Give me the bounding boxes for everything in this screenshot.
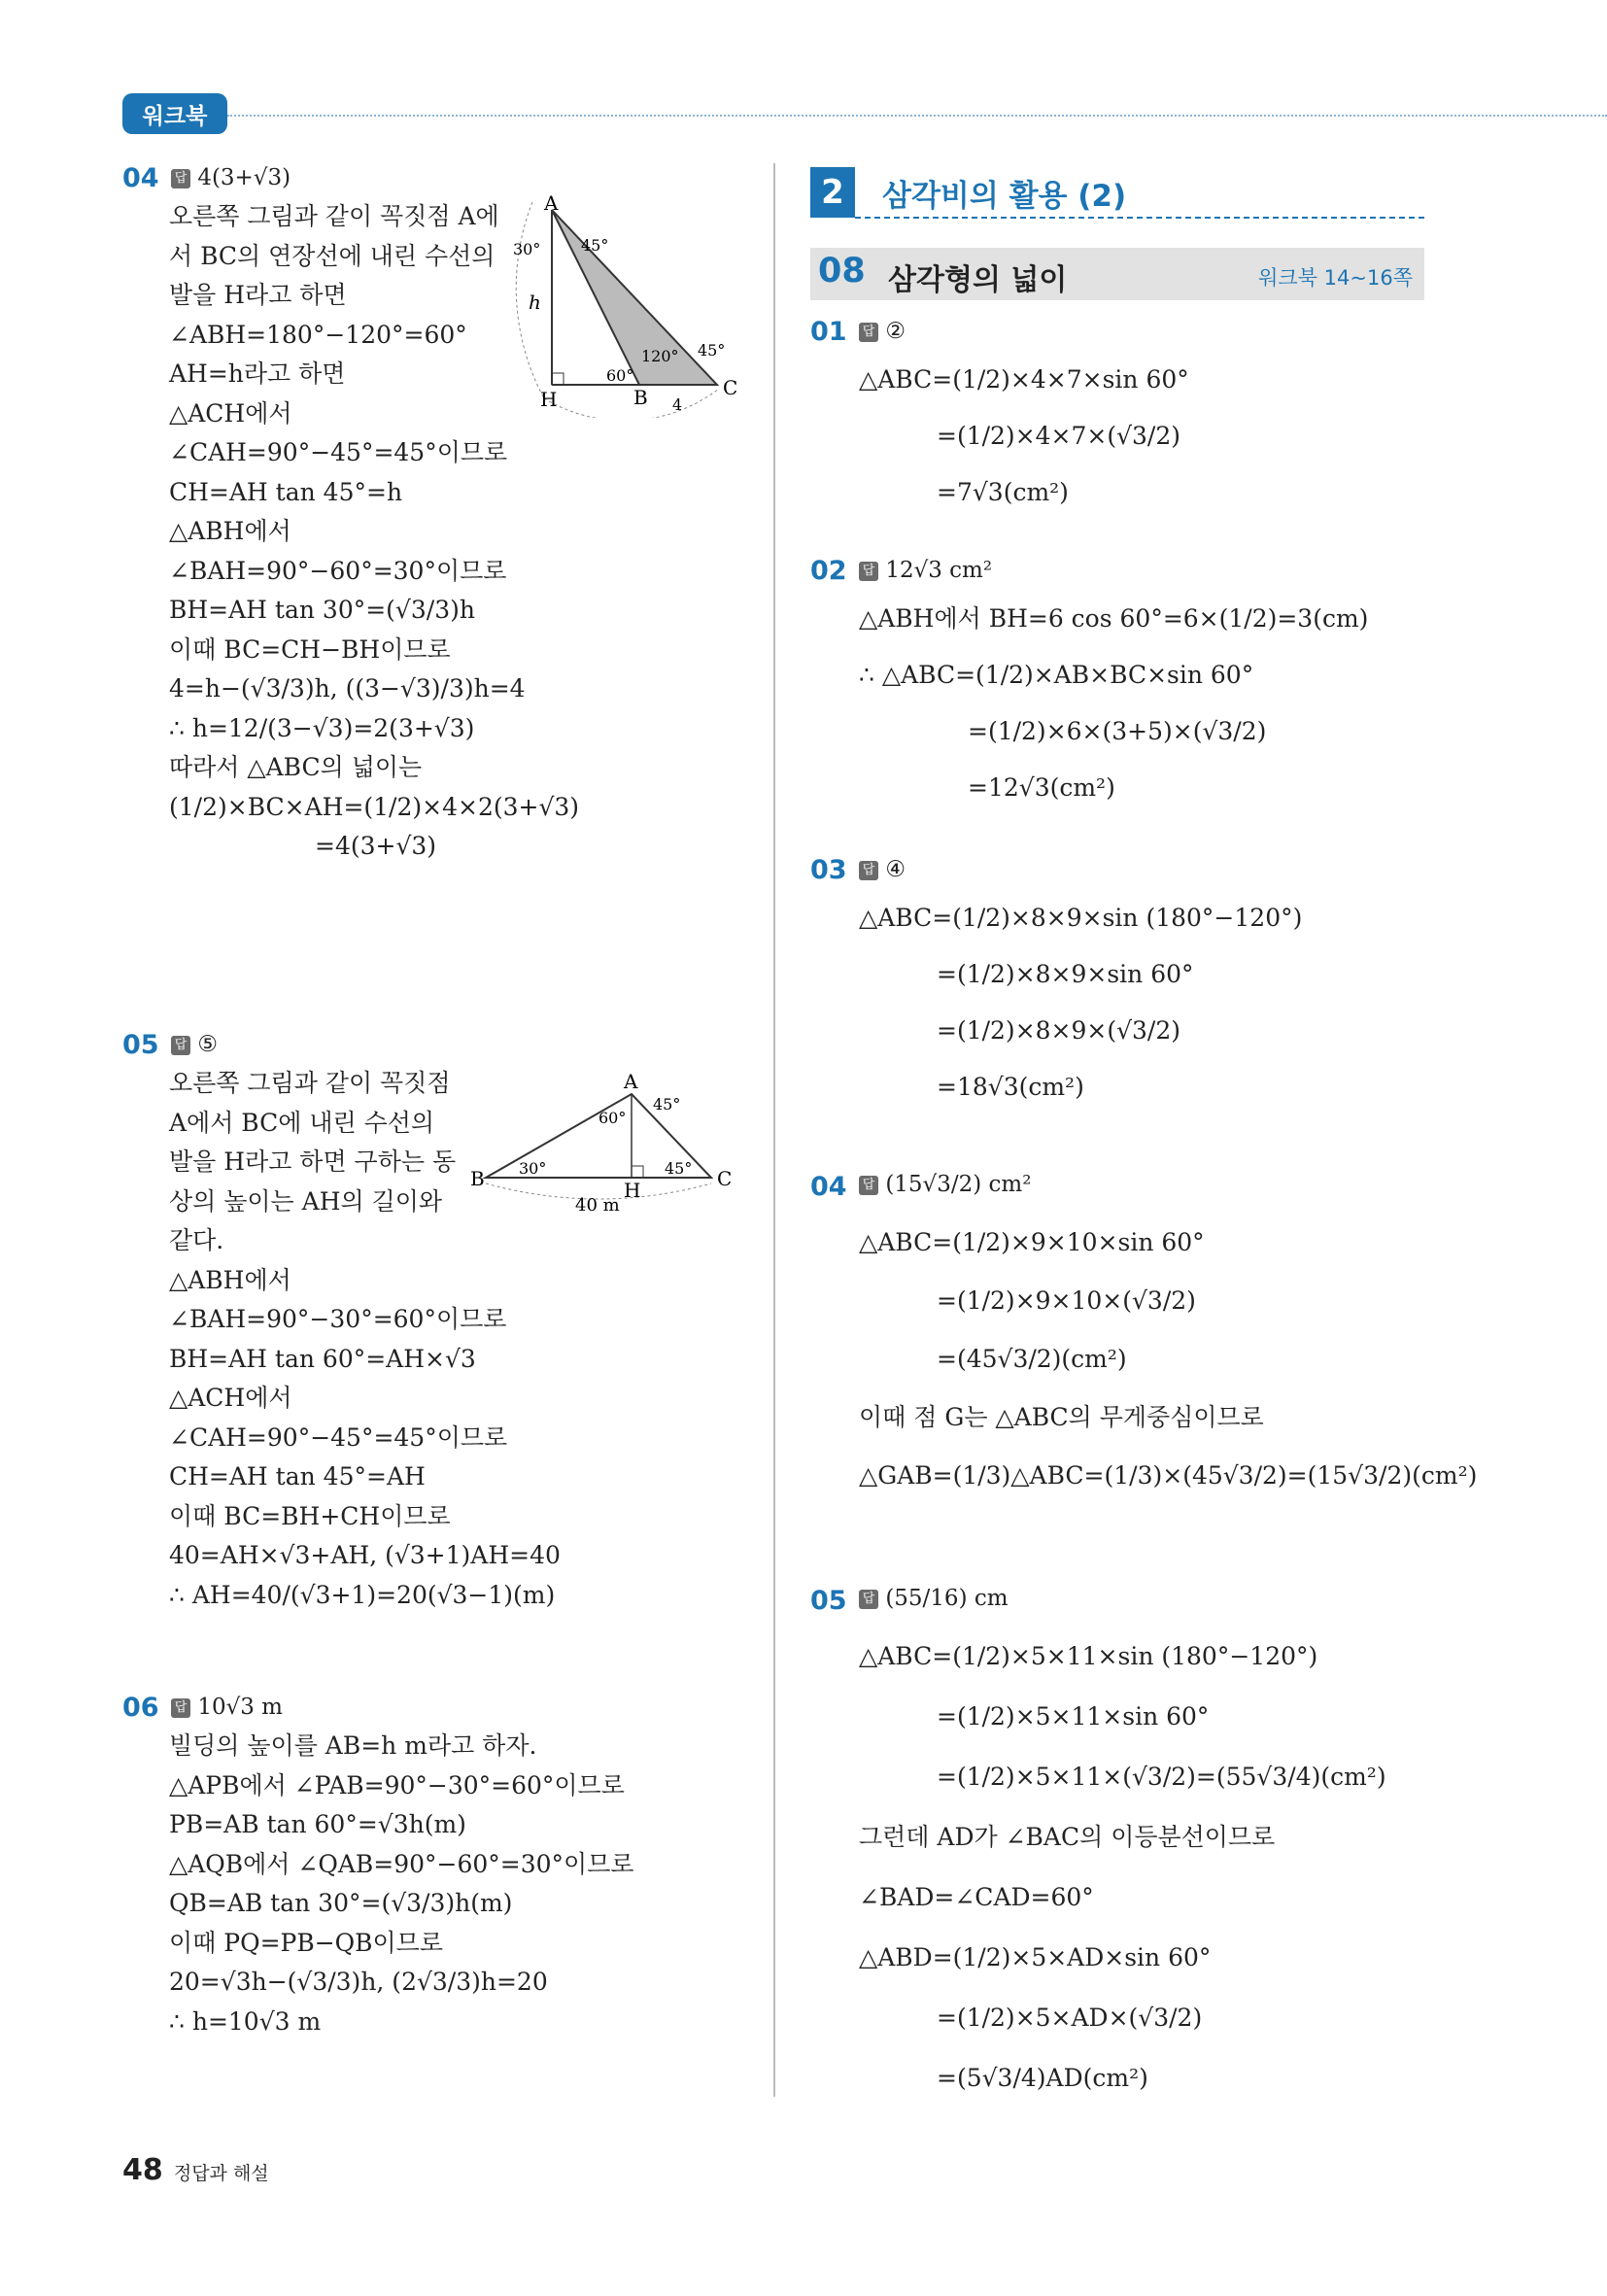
page-footer-title: 정답과 해설 bbox=[173, 2163, 269, 2184]
answer-badge: 답 bbox=[171, 169, 190, 188]
solution-line: △ABC=(1/2)×4×7×sin 60° bbox=[859, 365, 1189, 394]
problem-number: 02 bbox=[810, 556, 847, 586]
solution-line: 이때 PQ=PB−QB이므로 bbox=[169, 1928, 443, 1957]
solution-line: =4(3+√3) bbox=[315, 832, 437, 860]
length-40m: 40 m bbox=[575, 1195, 620, 1215]
solution-line: =(1/2)×6×(3+5)×(√3/2) bbox=[968, 717, 1267, 745]
label-c: C bbox=[723, 376, 738, 399]
triangle-figure-1 bbox=[505, 194, 738, 418]
page-footer bbox=[122, 2153, 269, 2187]
solution-line: 따라서 △ABC의 넓이는 bbox=[169, 753, 423, 781]
problem-number: 05 bbox=[122, 1030, 159, 1060]
solution-line: =(1/2)×5×AD×(√3/2) bbox=[937, 2004, 1203, 2032]
solution-line: ∴ h=10√3 m bbox=[169, 2006, 322, 2036]
section-underline bbox=[855, 217, 1424, 219]
solution-line: △ACH에서 bbox=[169, 1384, 292, 1412]
answer-value: 10√3 m bbox=[197, 1695, 283, 1720]
solution-line: △ACH에서 bbox=[169, 398, 292, 428]
solution-line: QB=AB tan 30°=(√3/3)h(m) bbox=[169, 1889, 513, 1917]
solution-line: △GAB=(1/3)△ABC=(1/3)×(45√3/2)=(15√3/2)(cm²) bbox=[859, 1461, 1478, 1490]
solution-line: =(5√3/4)AD(cm²) bbox=[937, 2064, 1148, 2092]
workbook-tag: 워크북 bbox=[122, 93, 227, 134]
answer-line bbox=[859, 1586, 1009, 1611]
solution-line: ∠BAH=90°−30°=60°이므로 bbox=[169, 1305, 507, 1333]
answer-line bbox=[859, 558, 992, 583]
angle-45b: 45° bbox=[698, 341, 726, 360]
answer-line bbox=[859, 1172, 1031, 1197]
solution-line: CH=AH tan 45°=AH bbox=[169, 1462, 426, 1491]
solution-line: =(1/2)×4×7×(√3/2) bbox=[937, 422, 1181, 450]
solution-line: 이때 BC=CH−BH이므로 bbox=[169, 634, 451, 664]
solution-line: 20=√3h−(√3/3)h, (2√3/3)h=20 bbox=[169, 1968, 548, 1996]
solution-line: 이때 점 G는 △ABC의 무게중심이므로 bbox=[859, 1403, 1264, 1431]
header-divider bbox=[227, 115, 1607, 117]
answer-line bbox=[859, 857, 906, 882]
problem-number: 06 bbox=[122, 1693, 159, 1723]
answer-badge: 답 bbox=[171, 1698, 190, 1718]
solution-line: (1/2)×BC×AH=(1/2)×4×2(3+√3) bbox=[169, 792, 580, 821]
angle-60: 60° bbox=[606, 366, 634, 385]
solution-line: ∠ABH=180°−120°=60° bbox=[169, 320, 467, 349]
angle-30: 30° bbox=[513, 240, 541, 258]
solution-line: AH=h라고 하면 bbox=[169, 360, 346, 388]
solution-line: BH=AH tan 30°=(√3/3)h bbox=[169, 596, 475, 624]
answer-value: (15√3/2) cm² bbox=[885, 1172, 1032, 1197]
answer-badge: 답 bbox=[859, 861, 878, 880]
answer-badge: 답 bbox=[859, 562, 878, 581]
label-c: C bbox=[717, 1167, 733, 1190]
solution-line: 4=h−(√3/3)h, ((3−√3)/3)h=4 bbox=[169, 674, 526, 703]
solution-line: BH=AH tan 60°=AH×√3 bbox=[169, 1344, 476, 1373]
solution-line: PB=AB tan 60°=√3h(m) bbox=[169, 1810, 466, 1838]
angle-45: 45° bbox=[581, 236, 609, 255]
solution-line: 발을 H라고 하면 구하는 동 bbox=[169, 1148, 457, 1176]
answer-badge: 답 bbox=[859, 1176, 878, 1195]
solution-line: =(1/2)×8×9×sin 60° bbox=[937, 960, 1194, 988]
solution-line: ∴ h=12/(3−√3)=2(3+√3) bbox=[169, 713, 475, 742]
subsection-title: 삼각형의 넓이 bbox=[888, 263, 1068, 297]
answer-value: 4(3+√3) bbox=[197, 165, 291, 190]
answer-value: 12√3 cm² bbox=[885, 558, 993, 583]
section-number: 2 bbox=[810, 167, 855, 218]
answer-badge: 답 bbox=[859, 1590, 878, 1609]
label-a: A bbox=[544, 194, 559, 215]
answer-line bbox=[859, 319, 906, 344]
solution-line: =(1/2)×5×11×sin 60° bbox=[937, 1702, 1210, 1731]
solution-line: 같다. bbox=[169, 1226, 224, 1254]
section-title: 삼각비의 활용 (2) bbox=[882, 179, 1127, 214]
label-h: H bbox=[624, 1179, 641, 1202]
label-h: h bbox=[529, 291, 541, 314]
solution-line: 서 BC의 연장선에 내린 수선의 bbox=[169, 241, 496, 270]
solution-line: △APB에서 ∠PAB=90°−30°=60°이므로 bbox=[169, 1770, 625, 1799]
label-b: B bbox=[470, 1167, 485, 1190]
solution-line: △ABC=(1/2)×9×10×sin 60° bbox=[859, 1228, 1205, 1256]
solution-line: ∠CAH=90°−45°=45°이므로 bbox=[169, 1422, 508, 1452]
solution-line: 이때 BC=BH+CH이므로 bbox=[169, 1501, 451, 1530]
solution-line: =(1/2)×8×9×(√3/2) bbox=[937, 1016, 1181, 1045]
solution-line: A에서 BC에 내린 수선의 bbox=[169, 1108, 435, 1137]
subsection-ref: 워크북 14~16쪽 bbox=[1258, 266, 1413, 290]
problem-number: 03 bbox=[810, 855, 847, 885]
solution-line: △ABC=(1/2)×5×11×sin (180°−120°) bbox=[859, 1642, 1318, 1670]
problem-number: 04 bbox=[810, 1172, 847, 1202]
solution-line: △ABC=(1/2)×8×9×sin (180°−120°) bbox=[859, 904, 1303, 932]
triangle-figure-2 bbox=[466, 1069, 738, 1215]
solution-line: =12√3(cm²) bbox=[968, 773, 1115, 802]
answer-value: ② bbox=[885, 319, 906, 344]
label-h-point: H bbox=[540, 388, 558, 411]
answer-value: ④ bbox=[885, 857, 906, 882]
answer-line bbox=[171, 1695, 283, 1720]
solution-line: ∴ △ABC=(1/2)×AB×BC×sin 60° bbox=[859, 661, 1254, 689]
solution-line: 그런데 AD가 ∠BAC의 이등분선이므로 bbox=[859, 1823, 1276, 1851]
angle-30: 30° bbox=[519, 1159, 547, 1178]
column-divider bbox=[773, 163, 775, 2097]
problem-number: 01 bbox=[810, 317, 847, 347]
length-4: 4 bbox=[672, 395, 683, 414]
solution-line: △AQB에서 ∠QAB=90°−60°=30°이므로 bbox=[169, 1849, 634, 1878]
answer-line bbox=[171, 1032, 218, 1057]
answer-badge: 답 bbox=[859, 323, 878, 342]
solution-line: =(1/2)×5×11×(√3/2)=(55√3/4)(cm²) bbox=[937, 1763, 1386, 1791]
solution-line: ∠CAH=90°−45°=45°이므로 bbox=[169, 438, 508, 466]
solution-line: 40=AH×√3+AH, (√3+1)AH=40 bbox=[169, 1541, 561, 1569]
solution-line: =(1/2)×9×10×(√3/2) bbox=[937, 1286, 1196, 1315]
problem-number: 05 bbox=[810, 1586, 847, 1616]
solution-line: CH=AH tan 45°=h bbox=[169, 477, 403, 506]
subsection-bar bbox=[810, 248, 1424, 300]
solution-line: ∴ AH=40/(√3+1)=20(√3−1)(m) bbox=[169, 1580, 556, 1609]
solution-line: △ABH에서 BH=6 cos 60°=6×(1/2)=3(cm) bbox=[859, 604, 1369, 633]
label-a: A bbox=[624, 1070, 638, 1093]
solution-line: ∠BAD=∠CAD=60° bbox=[859, 1883, 1094, 1911]
solution-line: △ABH에서 bbox=[169, 517, 291, 545]
solution-line: 오른쪽 그림과 같이 꼭짓점 A에 bbox=[169, 202, 499, 230]
angle-120: 120° bbox=[641, 347, 679, 365]
answer-value: ⑤ bbox=[197, 1032, 218, 1057]
solution-line: △ABH에서 bbox=[169, 1265, 291, 1294]
answer-value: (55/16) cm bbox=[885, 1586, 1009, 1611]
angle-60: 60° bbox=[598, 1109, 627, 1127]
solution-line: ∠BAH=90°−60°=30°이므로 bbox=[169, 556, 507, 585]
answer-badge: 답 bbox=[171, 1036, 190, 1055]
solution-line: 발을 H라고 하면 bbox=[169, 281, 347, 309]
label-b: B bbox=[633, 386, 648, 409]
solution-line: =7√3(cm²) bbox=[937, 478, 1069, 506]
angle-45b: 45° bbox=[665, 1159, 693, 1178]
solution-line: △ABD=(1/2)×5×AD×sin 60° bbox=[859, 1943, 1212, 1971]
angle-45: 45° bbox=[653, 1095, 681, 1114]
page-number: 48 bbox=[122, 2153, 163, 2187]
solution-line: =18√3(cm²) bbox=[937, 1073, 1084, 1101]
answer-line bbox=[171, 165, 291, 190]
solution-line: 빌딩의 높이를 AB=h m라고 하자. bbox=[169, 1731, 537, 1760]
solution-line: 상의 높이는 AH의 길이와 bbox=[169, 1186, 443, 1216]
solution-line: 오른쪽 그림과 같이 꼭짓점 bbox=[169, 1069, 451, 1097]
solution-line: =(45√3/2)(cm²) bbox=[937, 1345, 1127, 1373]
subsection-number: 08 bbox=[818, 252, 866, 291]
problem-number: 04 bbox=[122, 163, 159, 193]
